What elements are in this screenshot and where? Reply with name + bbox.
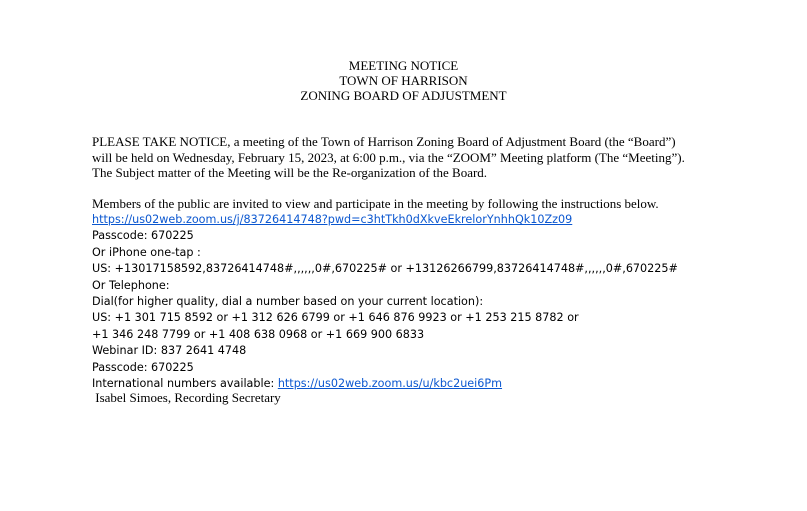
signature: Isabel Simoes, Recording Secretary <box>92 390 281 405</box>
dial-numbers-line-2: +1 346 248 7799 or +1 408 638 0968 or +1 669 900 6833 <box>92 327 425 341</box>
webinar-id: Webinar ID: 837 2641 4748 <box>92 344 247 358</box>
dial-label: Dial(for higher quality, dial a number based on your current location): <box>92 294 484 308</box>
zoom-meeting-link[interactable]: https://us02web.zoom.us/j/83726414748?pwd=c3htTkh0dXkveEkrelorYnhhQk10Zz09 <box>92 213 573 226</box>
international-numbers-link[interactable]: https://us02web.zoom.us/u/kbc2uei6Pm <box>277 376 503 390</box>
telephone-label: Or Telephone: <box>92 278 170 292</box>
international-label: International numbers available: <box>92 376 278 390</box>
passcode: Passcode: 670225 <box>92 360 194 374</box>
one-tap-numbers: US: +13017158592,83726414748#,,,,,,0#,670225# or +13126266799,83726414748#,,,,,,0#,670225# <box>92 262 678 276</box>
town-name: TOWN OF HARRISON <box>339 73 468 88</box>
board-name: ZONING BOARD OF ADJUSTMENT <box>300 88 507 103</box>
meeting-instructions <box>92 196 792 392</box>
zoom-link-row <box>92 212 792 228</box>
instructions-intro: Members of the public are invited to view and participate in the meeting by following the instructions below. <box>92 196 659 211</box>
notice-paragraph <box>92 134 732 181</box>
notice-title: MEETING NOTICE <box>348 58 459 73</box>
dial-numbers-line-1: US: +1 301 715 8592 or +1 312 626 6799 or +1 646 876 9923 or +1 253 215 8782 or <box>92 311 579 325</box>
notice-line: PLEASE TAKE NOTICE, a meeting of the Town of Harrison Zoning Board of Adjustment Board (the “Board”) <box>92 134 676 149</box>
notice-line: The Subject matter of the Meeting will be the Re-organization of the Board. <box>92 165 488 180</box>
passcode: Passcode: 670225 <box>92 229 194 243</box>
notice-line: will be held on Wednesday, February 15, 2023, at 6:00 p.m., via the “ZOOM” Meeting platform (The “Meeting”). <box>92 149 685 165</box>
iphone-one-tap-label: Or iPhone one-tap : <box>92 245 201 259</box>
